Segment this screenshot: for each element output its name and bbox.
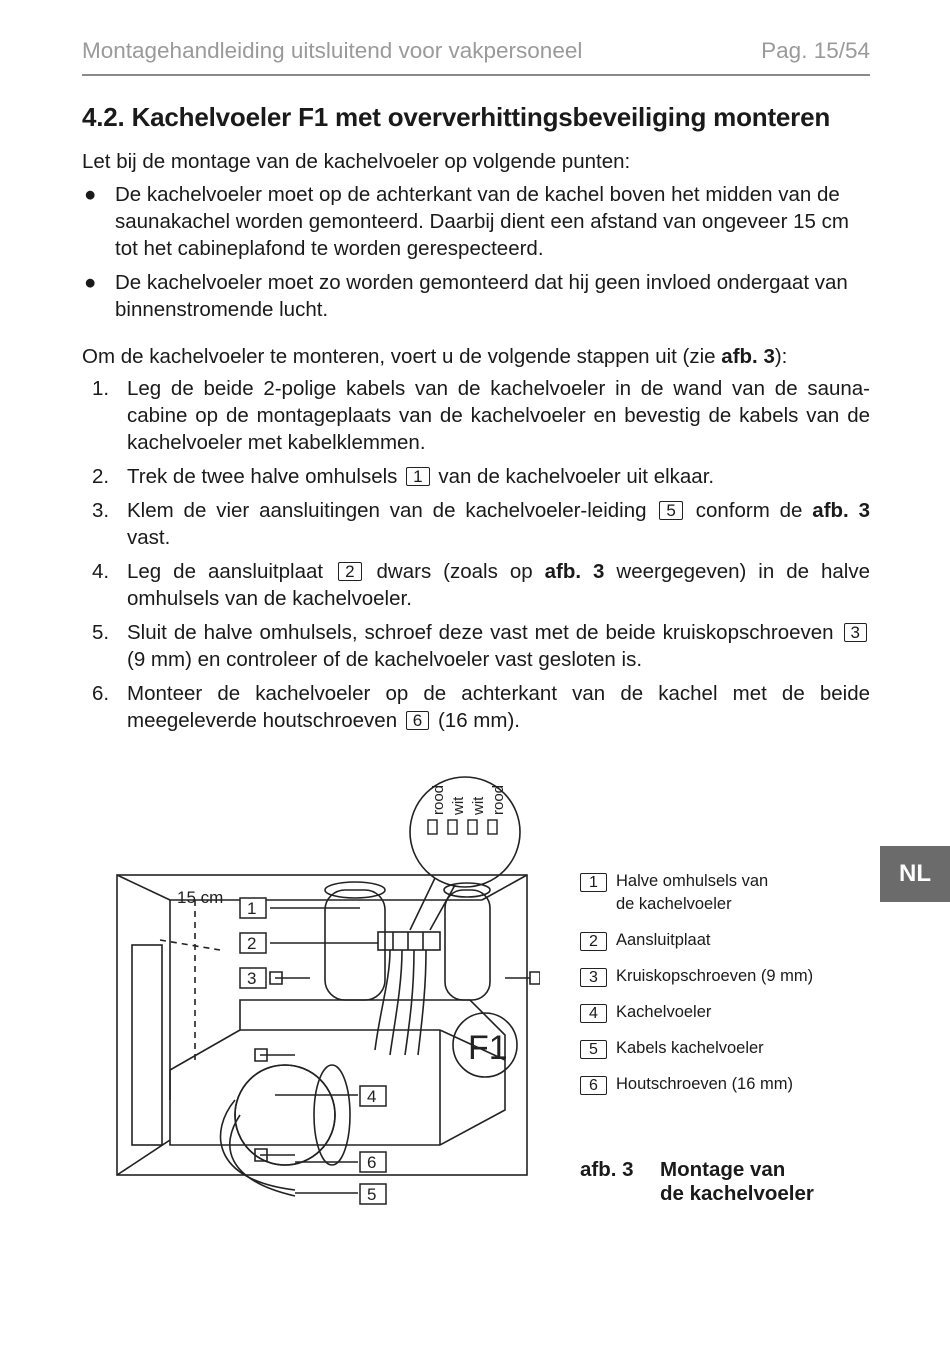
step-item: 5. Sluit de halve omhulsels, schroef deze vast met de beide kruiskopschroeven 3 (9 mm) en controleer of de kachelvoeler vast gesloten is. (82, 619, 870, 673)
header-title: Montagehandleiding uitsluitend voor vakpersoneel (82, 38, 583, 63)
step-item: 1. Leg de beide 2-polige kabels van de kachelvoeler in de wand van de sauna-cabine op de montageplaats van de kachelvoeler en bevestig de kabels van de kachelvoeler met kabelklemmen. (92, 377, 870, 454)
caption-text: Montage van de kachelvoeler (660, 1158, 814, 1205)
wire-label: rood (430, 784, 447, 815)
callout-label: 2 (247, 934, 257, 953)
sensor-shell (325, 890, 385, 1000)
mounting-diagram (110, 770, 540, 1210)
bullet-item: ● De kachelvoeler moet op de achterkant van de kachel boven het midden van de saunakachel worden gemonteerd. Daarbij dient een afstand van ongeveer 15 cm tot het cabineplafond te worden gerespecteerd. (84, 183, 849, 260)
callout-label: 3 (247, 969, 257, 988)
steps-intro: Om de kachelvoeler te monteren, voert u de volgende stappen uit (zie afb. 3): (82, 345, 788, 368)
heater-outline (170, 1000, 505, 1145)
legend-item: 3 Kruiskopschroeven (9 mm) (580, 968, 880, 988)
wire-label: wit (450, 796, 467, 815)
part-number-box: 5 (659, 501, 682, 520)
callout-label: 5 (367, 1185, 377, 1204)
caption-label: afb. 3 (580, 1158, 634, 1181)
step-item: 3. Klem de vier aansluitingen van de kachelvoeler-leiding 5 conform de afb. 3 vast. (92, 499, 870, 549)
legend-item: 2 Aansluitplaat (580, 932, 880, 952)
legend-item: 6 Houtschroeven (16 mm) (580, 1076, 880, 1096)
page-number: Pag. 15/54 (761, 38, 870, 63)
language-tab: NL (880, 846, 950, 902)
figure-legend (580, 873, 880, 1112)
intro-text: Let bij de montage van de kachelvoeler op volgende punten: (82, 150, 631, 173)
cabin-outline (117, 875, 527, 1175)
bullet-item: ● De kachelvoeler moet zo worden gemonteerd dat hij geen invloed ondergaat van binnenstromende lucht. (84, 271, 848, 321)
steps-list (82, 375, 870, 741)
header-rule (82, 74, 870, 76)
callout-label: 4 (367, 1087, 377, 1106)
wire-label: rood (490, 784, 507, 815)
part-number-box: 1 (406, 467, 429, 486)
callout-label: 6 (367, 1153, 377, 1172)
callout-label: 1 (247, 899, 257, 918)
figure-caption (580, 1158, 814, 1206)
step-item: 2. Trek de twee halve omhulsels 1 van de kachelvoeler uit elkaar. (92, 465, 715, 488)
section-heading: 4.2. Kachelvoeler F1 met oververhittingsbeveiliging monteren (82, 102, 831, 132)
sensor-mark-text: F1 (468, 1029, 508, 1067)
part-number-box: 2 (338, 562, 361, 581)
bullet-list (82, 181, 870, 330)
legend-item: 4 Kachelvoeler (580, 1004, 880, 1024)
distance-label: 15 cm (177, 888, 224, 907)
legend-item: 1 Halve omhulsels van de kachelvoeler (580, 873, 880, 916)
legend-item: 5 Kabels kachelvoeler (580, 1040, 880, 1060)
bullet-icon: ● (84, 271, 97, 294)
page-header (82, 38, 870, 64)
door-outline (132, 945, 162, 1145)
bullet-icon: ● (84, 183, 97, 206)
part-number-box: 6 (406, 711, 429, 730)
part-number-box: 3 (844, 623, 867, 642)
connection-plate (378, 932, 440, 950)
step-item: 6. Monteer de kachelvoeler op de achterkant van de kachel met de beide meegeleverde houtschroeven 6 (16 mm). (92, 682, 870, 732)
figure-reference: afb. 3 (721, 345, 775, 368)
wire-label: wit (470, 796, 487, 815)
sensor-shell (445, 890, 490, 1000)
step-item: 4. Leg de aansluitplaat 2 dwars (zoals op afb. 3 weergegeven) in de halve omhulsels van de kachelvoeler. (92, 560, 871, 610)
figure-reference: afb. 3 (812, 499, 870, 522)
figure-reference: afb. 3 (544, 560, 605, 583)
